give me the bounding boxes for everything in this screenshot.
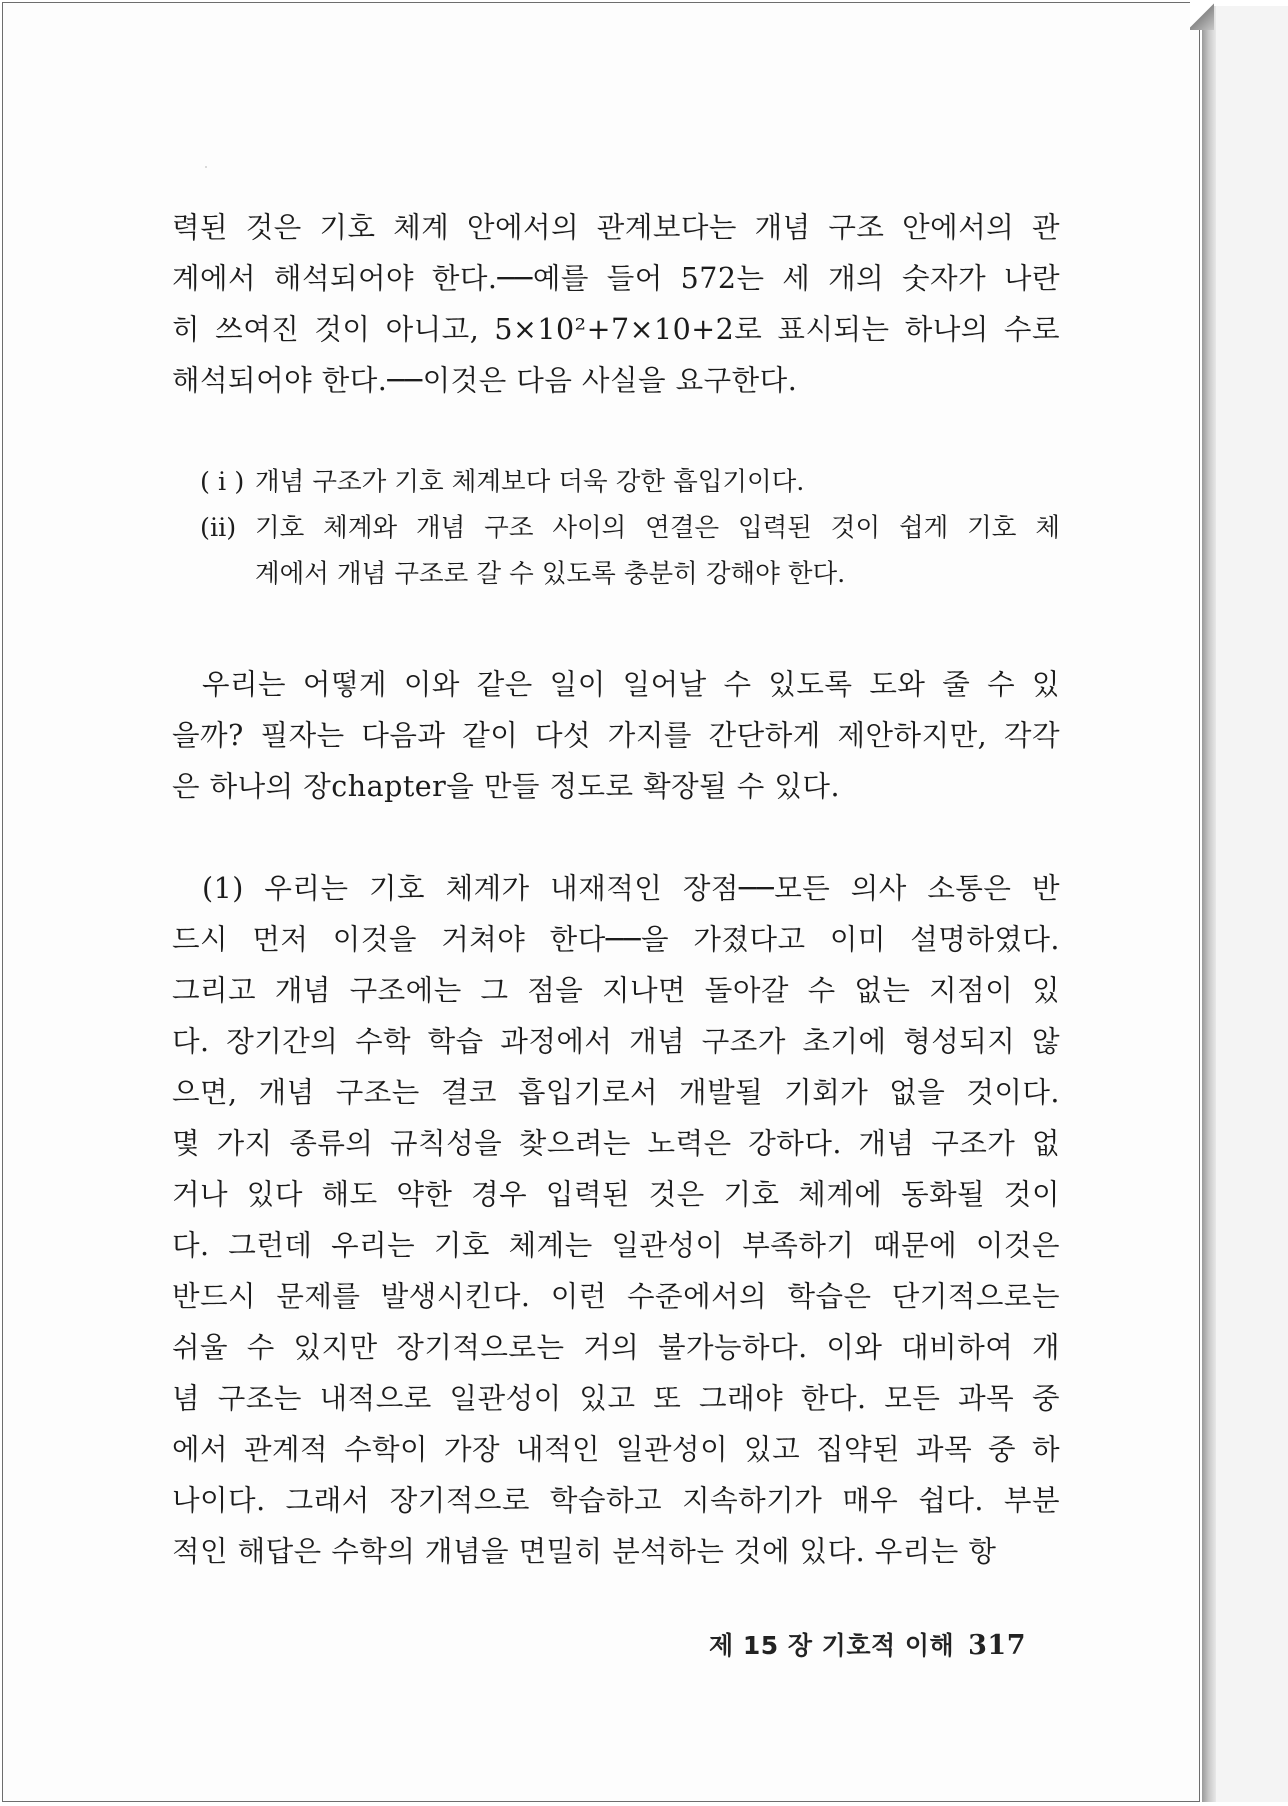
text-line: 거나 있다 해도 약한 경우 입력된 것은 기호 체계에 동화될 것이 (172, 1178, 1060, 1211)
requirement-item (200, 459, 1060, 505)
text-line: 쉬울 수 있지만 장기적으로는 거의 불가능하다. 이와 대비하여 개 (172, 1331, 1060, 1364)
text-line: 우리는 어떻게 이와 같은 일이 일어날 수 있도록 도와 줄 수 있 (202, 668, 1060, 701)
text-line: 다. 그런데 우리는 기호 체계는 일관성이 부족하기 때문에 이것은 (172, 1229, 1060, 1262)
page-edge-shadow (1202, 6, 1216, 1802)
paragraph-question (172, 659, 1060, 812)
requirement-item (200, 505, 1060, 597)
text-line: 을까? 필자는 다음과 같이 다섯 가지를 간단하게 제안하지만, 각각 (172, 719, 1060, 752)
page-footer (709, 1626, 1026, 1662)
requirement-marker: (ii) (200, 513, 237, 543)
text-line: 에서 관계적 수학이 가장 내적인 일관성이 있고 집약된 과목 중 하 (172, 1433, 1060, 1466)
text-line: 으면, 개념 구조는 결코 흡입기로서 개발될 기회가 없을 것이다. (172, 1076, 1060, 1109)
text-line: (1) 우리는 기호 체계가 내재적인 장점──모든 의사 소통은 반 (202, 872, 1060, 905)
scan-speck (205, 166, 207, 168)
requirement-text: 기호 체계와 개념 구조 사이의 연결은 입력된 것이 쉽게 기호 체 (255, 513, 1060, 543)
requirement-marker: ( i ) (200, 467, 245, 497)
text-line: 다. 장기간의 수학 학습 과정에서 개념 구조가 초기에 형성되지 않 (172, 1025, 1060, 1058)
text-line: 적인 해답은 수학의 개념을 면밀히 분석하는 것에 있다. 우리는 항 (172, 1535, 997, 1568)
text-line: 반드시 문제를 발생시킨다. 이런 수준에서의 학습은 단기적으로는 (172, 1280, 1060, 1313)
page-number: 317 (968, 1630, 1026, 1661)
text-line: 몇 가지 종류의 규칙성을 찾으려는 노력은 강하다. 개념 구조가 없 (172, 1127, 1060, 1160)
text-line: 은 하나의 장chapter을 만들 정도로 확장될 수 있다. (172, 770, 840, 803)
text-line: 그리고 개념 구조에는 그 점을 지나면 돌아갈 수 없는 지점이 있 (172, 974, 1060, 1007)
running-head: 제 15 장 기호적 이해 (708, 1631, 955, 1660)
page-corner-curl (1190, 2, 1214, 30)
text-line: 히 쓰여진 것이 아니고, 5×10²+7×10+2로 표시되는 하나의 수로 (172, 313, 1060, 346)
text-line: 나이다. 그래서 장기적으로 학습하고 지속하기가 매우 쉽다. 부분 (172, 1484, 1060, 1517)
text-line: 력된 것은 기호 체계 안에서의 관계보다는 개념 구조 안에서의 관 (172, 211, 1060, 244)
requirement-text: 개념 구조가 기호 체계보다 더욱 강한 흡입기이다. (255, 467, 805, 497)
text-line: 해석되어야 한다.──이것은 다음 사실을 요구한다. (172, 364, 798, 397)
requirement-text: 계에서 개념 구조로 갈 수 있도록 충분히 강해야 한다. (255, 559, 846, 589)
paragraph-point-1 (172, 863, 1060, 1577)
text-line: 념 구조는 내적으로 일관성이 있고 또 그래야 한다. 모든 과목 중 (172, 1382, 1060, 1415)
paragraph-continued (172, 202, 1060, 406)
page-edge-background (1216, 6, 1288, 1802)
requirements-list (200, 459, 1060, 597)
text-line: 계에서 해석되어야 한다.──예를 들어 572는 세 개의 숫자가 나란 (172, 262, 1060, 295)
text-line: 드시 먼저 이것을 거쳐야 한다──을 가졌다고 이미 설명하였다. (172, 923, 1060, 956)
